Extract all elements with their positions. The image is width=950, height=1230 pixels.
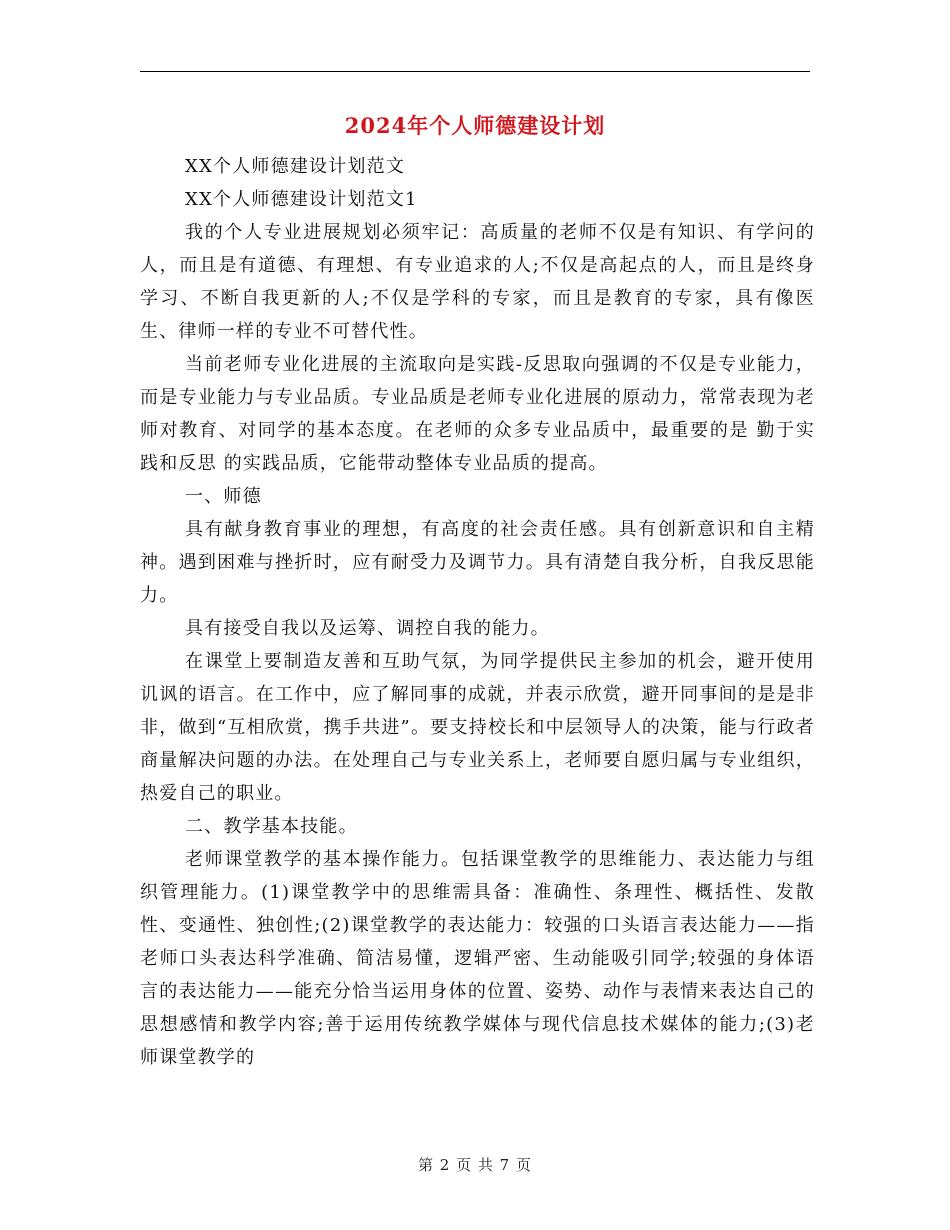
paragraph-ethics: 具有献身教育事业的理想，有高度的社会责任感。具有创新意识和自主精神。遇到困难与挫折时，应有耐受力及调节力。具有清楚自我分析，自我反思能力。 [140,519,815,606]
paragraph-subtitle: XX个人师德建设计划范文 [185,156,406,177]
header-rule [140,71,810,72]
paragraph-orientation: 当前老师专业化进展的主流取向是实践-反思取向强调的不仅是专业能力，而是专业能力与专业品质。专业品质是老师专业化进展的原动力，常常表现为老师对教育、对同学的基本态度。在老师的众多专业品质中，最重要的是 勤于实践和反思 的实践品质，它能带动整体专业品质的提高。 [140,354,815,474]
paragraph-intro: 我的个人专业进展规划必须牢记：高质量的老师不仅是有知识、有学问的人，而且是有道德、有理想、有专业追求的人;不仅是高起点的人，而且是终身学习、不断自我更新的人;不仅是学科的专家，而且是教育的专家，具有像医生、律师一样的专业不可替代性。 [140,222,815,342]
page-number: 第 2 页 共 7 页 [418,1156,532,1174]
paragraph-skills: 老师课堂教学的基本操作能力。包括课堂教学的思维能力、表达能力与组织管理能力。(1)课堂教学中的思维需具备：准确性、条理性、概括性、发散性、变通性、独创性;(2)课堂教学的表达能力：较强的口头语言表达能力——指老师口头表达科学准确、简洁易懂，逻辑严密、生动能吸引同学;较强的身体语言的表达能力——能充分恰当运用身体的位置、姿势、动作与表情来表达自己的思想感情和教学内容;善于运用传统教学媒体与现代信息技术媒体的能力;(3)老师课堂教学的 [140,849,815,1068]
paragraph-classroom: 在课堂上要制造友善和互助气氛，为同学提供民主参加的机会，避开使用讥讽的语言。在工作中，应了解同事的成就，并表示欣赏，避开同事间的是是非非，做到“互相欣赏，携手共进”。要支持校长和中层领导人的决策，能与行政者商量解决问题的办法。在处理自己与专业关系上，老师要自愿归属与专业组织，热爱自己的职业。 [140,651,815,804]
paragraph-self-control: 具有接受自我以及运筹、调控自我的能力。 [185,618,550,639]
document-body [140,150,815,1074]
paragraph-subtitle-1: XX个人师德建设计划范文1 [185,189,418,210]
section-heading-ethics: 一、师德 [185,486,262,507]
page-footer [0,1154,950,1175]
document-title: 2024年个人师德建设计划 [344,113,606,138]
section-heading-skills: 二、教学基本技能。 [185,816,358,837]
